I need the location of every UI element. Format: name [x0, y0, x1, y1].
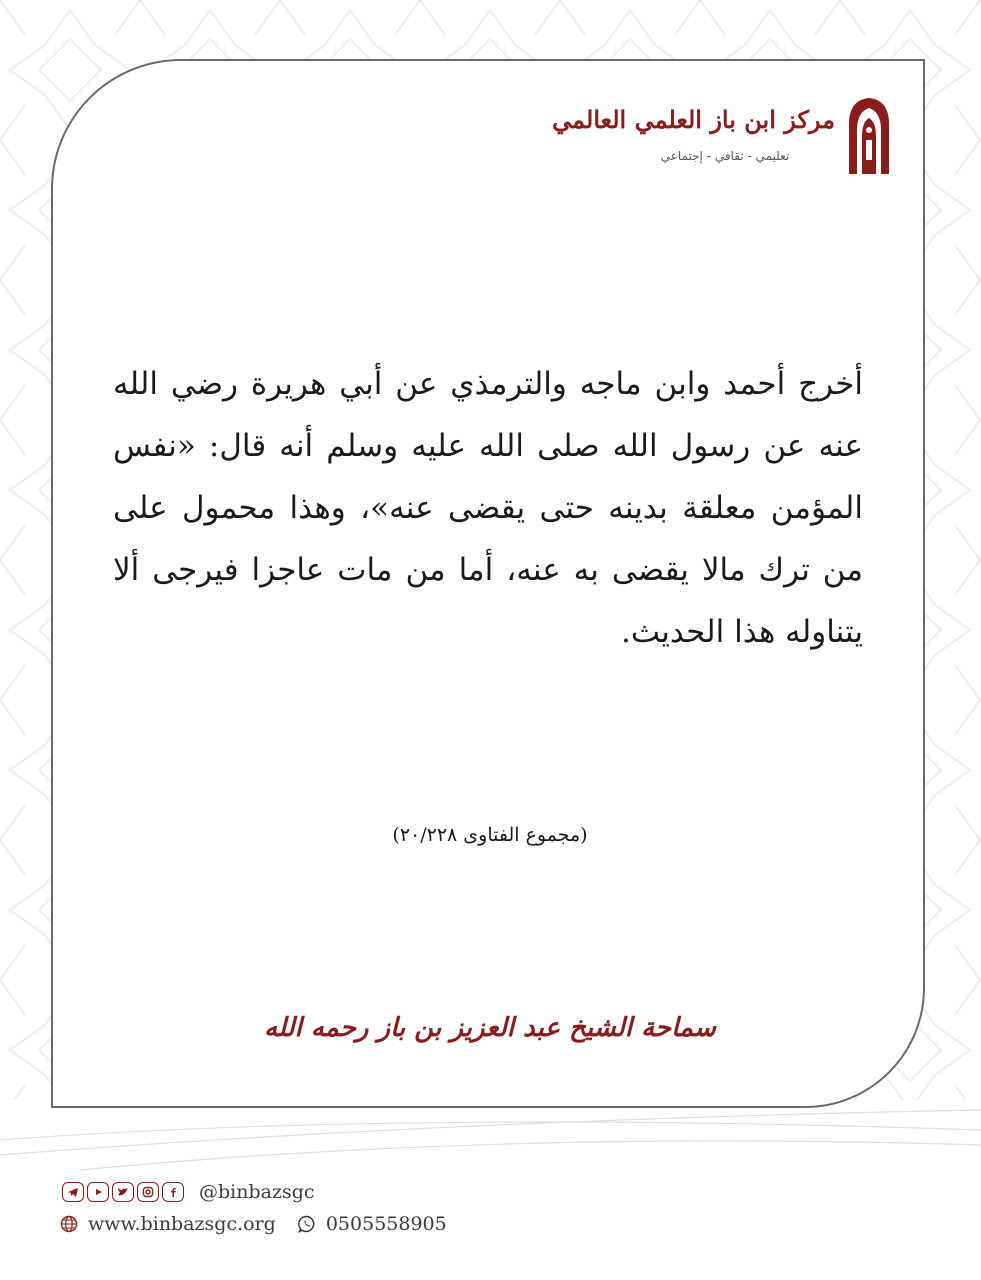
fatwa-text: أخرج أحمد وابن ماجه والترمذي عن أبي هريرة رضي الله عنه عن رسول الله صلى الله عليه وسلم أنه قال: «نفس المؤمن معلقة بدينه حتى يقضى عنه»، وهذا محمول على من ترك مالا يقضى به عنه، أما من مات عاجزا فيرجى ألا يتناوله هذا الحديث.: [113, 366, 863, 650]
phone-number[interactable]: 0505558905: [325, 1213, 447, 1235]
source-citation: (مجموع الفتاوى ٢٠/٢٢٨): [392, 824, 588, 846]
center-logo: [552, 91, 903, 201]
social-links: [62, 1180, 315, 1204]
youtube-icon[interactable]: [87, 1182, 109, 1202]
footer-decoration: [0, 1100, 981, 1180]
telegram-icon[interactable]: [62, 1182, 84, 1202]
twitter-icon[interactable]: [112, 1182, 134, 1202]
mosque-arch-icon: [845, 96, 893, 174]
sheikh-signature: سماحة الشيخ عبد العزيز بن باز رحمه الله: [264, 1013, 716, 1043]
website-link[interactable]: www.binbazsgc.org: [88, 1213, 276, 1235]
center-name: مركز ابن باز العلمي العالمي: [552, 105, 835, 134]
facebook-icon[interactable]: [162, 1182, 184, 1202]
whatsapp-icon: [298, 1215, 316, 1233]
globe-icon: [60, 1215, 78, 1233]
social-handle[interactable]: @binbazsgc: [199, 1181, 315, 1203]
content-card: [51, 59, 925, 1108]
center-tagline: تعليمي - ثقافي - إجتماعي: [660, 149, 790, 163]
contact-info: [60, 1212, 447, 1236]
instagram-icon[interactable]: [137, 1182, 159, 1202]
